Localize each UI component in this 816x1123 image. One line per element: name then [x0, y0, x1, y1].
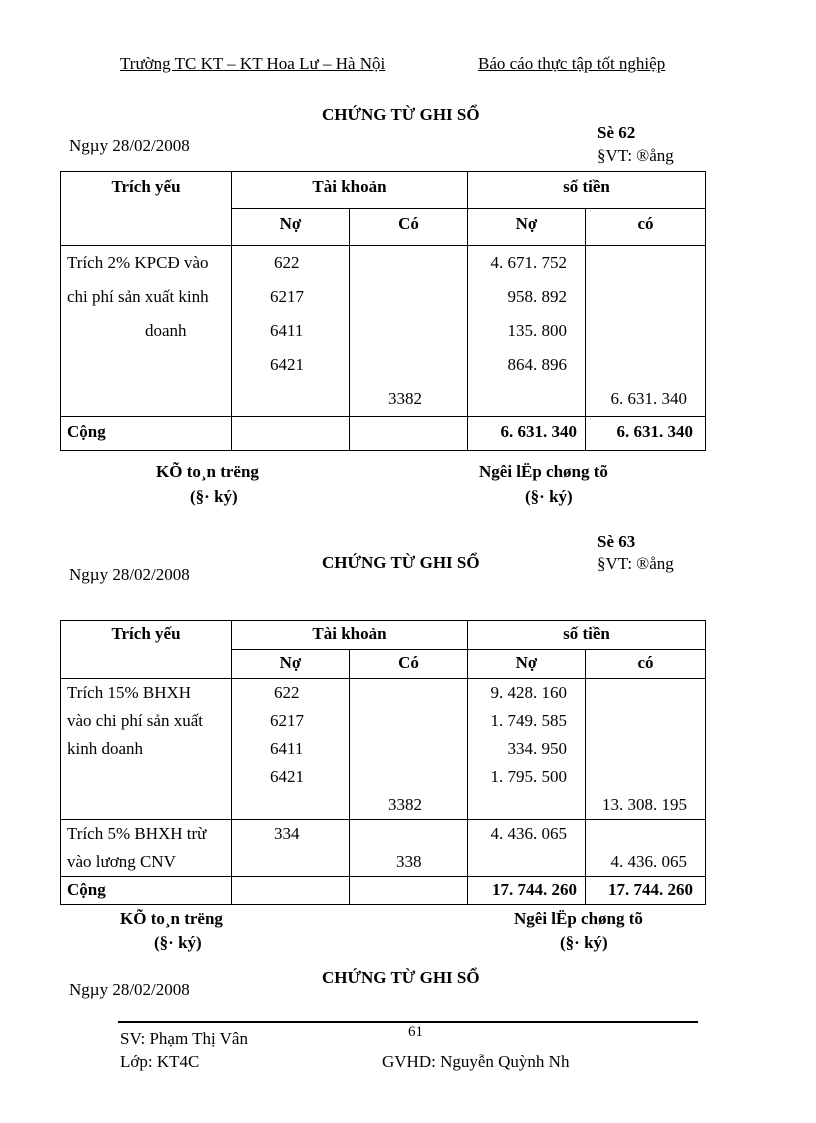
debit-amount: 1. 795. 500	[490, 767, 567, 786]
voucher1-unit: §VT: ®ång	[597, 146, 674, 165]
entry-description: kinh doanh	[67, 739, 144, 758]
voucher1-title: CHỨNG TỪ GHI SỔ	[322, 105, 480, 124]
col-amount: số tiền	[468, 621, 706, 650]
credit-amount: 13. 308. 195	[602, 795, 687, 814]
debit-amount: 135. 800	[507, 321, 567, 340]
preparer-signed: (§· ký)	[560, 933, 608, 952]
debit-amount: 864. 896	[507, 355, 567, 374]
col-debit-account: Nợ	[232, 650, 350, 679]
school-name: Trường TC KT – KT Hoa Lư – Hà Nội	[120, 54, 386, 73]
debit-amount: 958. 892	[507, 287, 567, 306]
col-debit-amount: Nợ	[468, 650, 586, 679]
debit-account: 622	[274, 253, 300, 272]
voucher2-unit: §VT: ®ång	[597, 554, 674, 573]
voucher2-date: Ngµy 28/02/2008	[69, 565, 190, 584]
chief-accountant-signed: (§· ký)	[190, 487, 238, 506]
preparer-signed: (§· ký)	[525, 487, 573, 506]
voucher2-table	[60, 620, 706, 905]
report-title: Báo cáo thực tập tốt nghiệp	[478, 54, 666, 73]
debit-account: 6217	[270, 287, 304, 306]
debit-amount: 334. 950	[507, 739, 567, 758]
total-label: Cộng	[61, 417, 232, 451]
debit-amount: 4. 436. 065	[490, 824, 567, 843]
debit-account: 6421	[270, 355, 304, 374]
col-credit-amount: có	[586, 650, 706, 679]
col-account: Tài khoản	[232, 172, 468, 209]
debit-account: 6421	[270, 767, 304, 786]
col-amount: số tiền	[468, 172, 706, 209]
footer-rule	[118, 1021, 698, 1023]
chief-accountant-label: KÕ to¸n trëng	[156, 462, 259, 481]
total-debit: 6. 631. 340	[468, 417, 586, 451]
col-credit-account: Có	[350, 209, 468, 246]
total-debit: 17. 744. 260	[468, 877, 586, 905]
col-account: Tài khoản	[232, 621, 468, 650]
entry-description: doanh	[145, 321, 187, 340]
preparer-label: Ngêi lËp chøng tõ	[514, 909, 643, 928]
col-credit-account: Có	[350, 650, 468, 679]
voucher3-title: CHỨNG TỪ GHI SỔ	[322, 968, 480, 987]
credit-account: 3382	[388, 389, 422, 408]
student-class: Lớp: KT4C	[120, 1052, 200, 1071]
voucher1-number: Sè 62	[597, 123, 636, 142]
debit-amount: 4. 671. 752	[490, 253, 567, 272]
credit-amount: 6. 631. 340	[610, 389, 687, 408]
debit-account: 622	[274, 683, 300, 702]
voucher2-number: Sè 63	[597, 532, 636, 551]
advisor-name: GVHD: Nguyễn Quỳnh Nh	[382, 1052, 570, 1071]
credit-account: 3382	[388, 795, 422, 814]
entry-description: vào chi phí sản xuất	[67, 711, 203, 730]
debit-amount: 9. 428. 160	[490, 683, 567, 702]
col-debit-amount: Nợ	[468, 209, 586, 246]
debit-amount: 1. 749. 585	[490, 711, 567, 730]
preparer-label: Ngêi lËp chøng tõ	[479, 462, 608, 481]
total-credit: 6. 631. 340	[586, 417, 706, 451]
col-debit-account: Nợ	[232, 209, 350, 246]
entry-description: Trích 2% KPCĐ vào	[67, 253, 209, 272]
voucher1-table	[60, 171, 706, 451]
voucher2-title: CHỨNG TỪ GHI SỔ	[322, 553, 480, 572]
total-credit: 17. 744. 260	[586, 877, 706, 905]
student-name: SV: Phạm Thị Vân	[120, 1029, 248, 1048]
debit-account: 6411	[270, 321, 304, 340]
credit-account: 338	[396, 852, 422, 871]
debit-account: 6411	[270, 739, 304, 758]
col-summary: Trích yếu	[61, 172, 232, 246]
chief-accountant-label: KÕ to¸n trëng	[120, 909, 223, 928]
credit-amount: 4. 436. 065	[610, 852, 687, 871]
page-number: 61	[408, 1024, 423, 1040]
entry-description: Trích 15% BHXH	[67, 683, 192, 702]
voucher1-date: Ngµy 28/02/2008	[69, 136, 190, 155]
entry-description: chi phí sản xuất kinh	[67, 287, 209, 306]
entry-description: vào lương CNV	[67, 852, 176, 871]
total-label: Cộng	[61, 877, 232, 905]
voucher3-date: Ngµy 28/02/2008	[69, 980, 190, 999]
col-credit-amount: có	[586, 209, 706, 246]
col-summary: Trích yếu	[61, 621, 232, 679]
entry-description: Trích 5% BHXH trừ	[67, 824, 207, 843]
debit-account: 6217	[270, 711, 304, 730]
chief-accountant-signed: (§· ký)	[154, 933, 202, 952]
debit-account: 334	[274, 824, 300, 843]
